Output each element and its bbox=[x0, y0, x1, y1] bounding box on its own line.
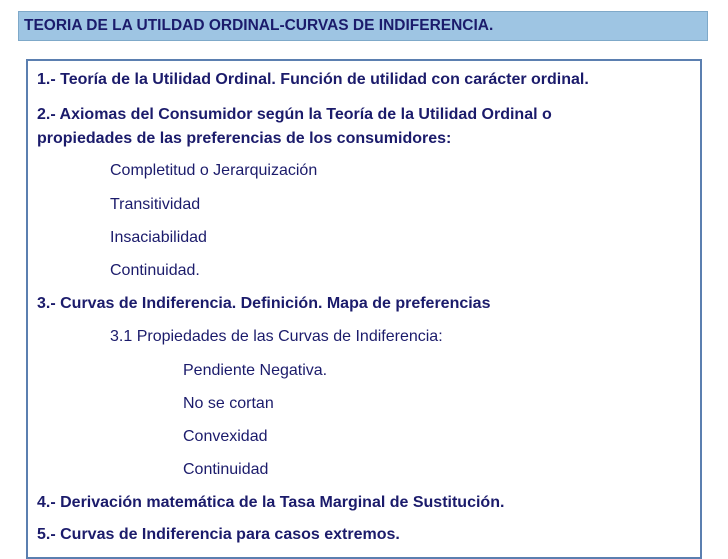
axiom-continuidad: Continuidad. bbox=[110, 262, 200, 279]
property-no-se-cortan: No se cortan bbox=[183, 395, 274, 412]
title-bar bbox=[18, 11, 708, 41]
property-convexidad: Convexidad bbox=[183, 428, 268, 445]
item-4: 4.- Derivación matemática de la Tasa Marginal de Sustitución. bbox=[37, 494, 505, 511]
property-pendiente-negativa: Pendiente Negativa. bbox=[183, 362, 328, 379]
item-5: 5.- Curvas de Indiferencia para casos extremos. bbox=[37, 526, 400, 543]
item-1: 1.- Teoría de la Utilidad Ordinal. Función de utilidad con carácter ordinal. bbox=[37, 71, 589, 88]
axiom-transitividad: Transitividad bbox=[110, 196, 201, 213]
item-2-line-2: propiedades de las preferencias de los consumidores: bbox=[37, 130, 452, 147]
subitem-3-1: 3.1 Propiedades de las Curvas de Indiferencia: bbox=[110, 328, 443, 345]
page-title: TEORIA DE LA UTILDAD ORDINAL-CURVAS DE INDIFERENCIA. bbox=[24, 17, 494, 34]
item-2-line-1: 2.- Axiomas del Consumidor según la Teoría de la Utilidad Ordinal o bbox=[37, 106, 552, 123]
item-3: 3.- Curvas de Indiferencia. Definición. Mapa de preferencias bbox=[37, 295, 491, 312]
axiom-completitud: Completitud o Jerarquización bbox=[110, 162, 318, 179]
property-continuidad: Continuidad bbox=[183, 461, 269, 478]
axiom-insaciabilidad: Insaciabilidad bbox=[110, 229, 207, 246]
